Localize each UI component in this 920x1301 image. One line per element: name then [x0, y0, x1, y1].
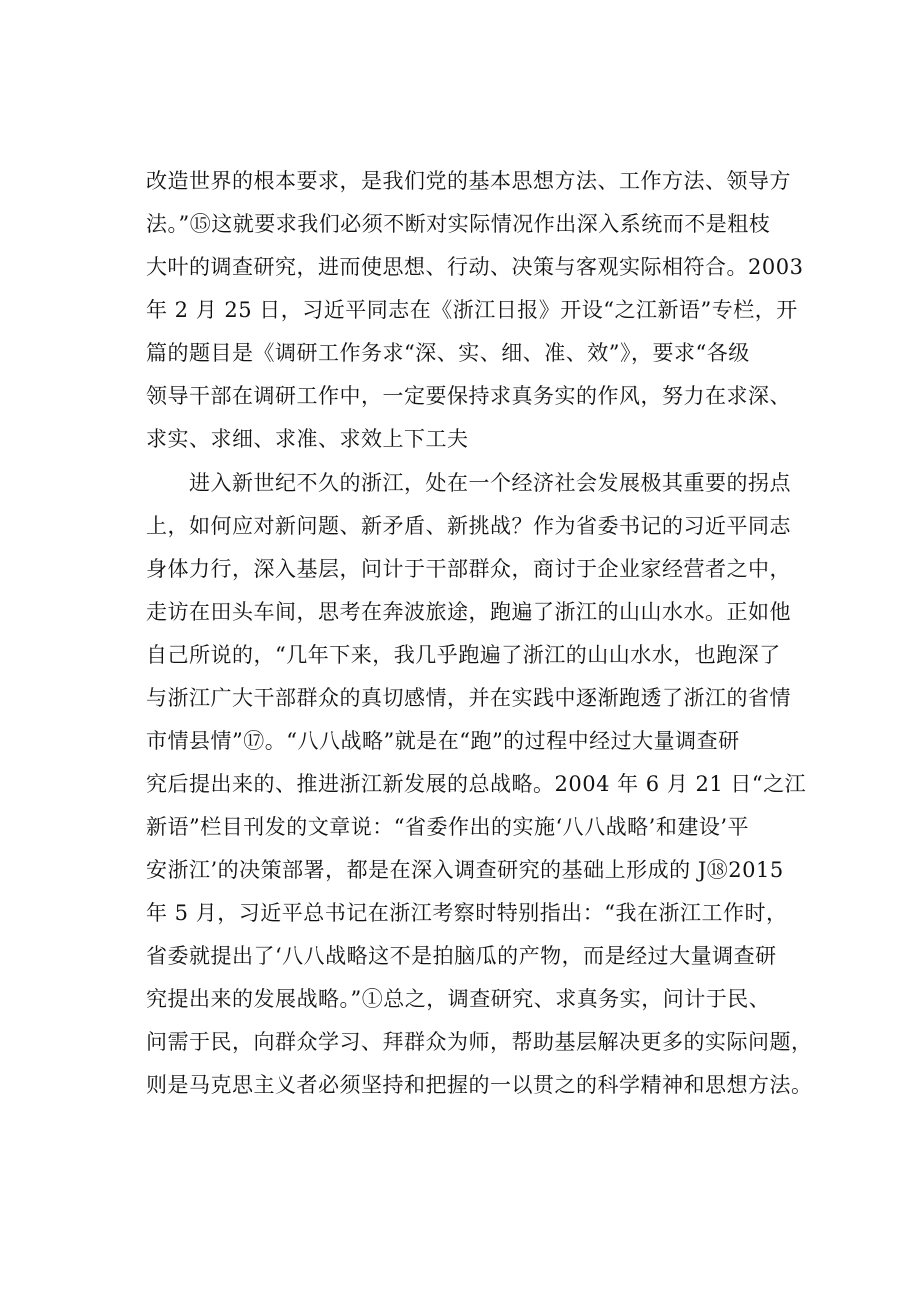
text-line: 自己所说的，“几年下来，我几乎跑遍了浙江的山山水水，也跑深了 — [146, 643, 781, 667]
text-line: 问需于民，向群众学习、拜群众为师，帮助基层解决更多的实际问题， — [146, 1030, 813, 1054]
text-line: 年 2 月 25 日，习近平同志在《浙江日报》开设“之江新语”专栏，开 — [146, 298, 798, 322]
text-line: 省委就提出了‘八八战略这不是拍脑瓜的产物，而是经过大量调查研 — [146, 944, 777, 968]
paragraph-2 — [146, 462, 826, 1107]
text-line: 市情县情”⑰。“八八战略”就是在“跑”的过程中经过大量调查研 — [146, 729, 740, 753]
text-line: 上，如何应对新问题、新矛盾、新挑战？作为省委书记的习近平同志 — [146, 514, 791, 538]
text-line: 大叶的调查研究，进而使思想、行动、决策与客观实际相符合。2003 — [146, 255, 804, 279]
text-line: 身体力行，深入基层，问计于干部群众，商讨于企业家经营者之中， — [146, 557, 791, 581]
text-line: 求实、求细、求准、求效上下工夫 — [146, 427, 469, 451]
text-line: 安浙江’的决策部署，都是在深入调查研究的基础上形成的 J⑱2015 — [146, 858, 784, 882]
text-line: 法。”⑮这就要求我们必须不断对实际情况作出深入系统而不是粗枝 — [146, 212, 771, 236]
text-line: 篇的题目是《调研工作务求“深、实、细、准、效”》，要求“各级 — [146, 341, 750, 365]
text-line: 领导干部在调研工作中，一定要保持求真务实的作风，努力在求深、 — [146, 384, 791, 408]
text-line: 改造世界的根本要求，是我们党的基本思想方法、工作方法、领导方 — [146, 169, 791, 193]
text-line: 究后提出来的、推进浙江新发展的总战略。2004 年 6 月 21 日“之江 — [146, 772, 807, 796]
text-line: 进入新世纪不久的浙江，处在一个经济社会发展极其重要的拐点 — [146, 471, 791, 495]
text-line: 究提出来的发展战略。”①总之，调查研究、求真务实，问计于民、 — [146, 987, 771, 1011]
paragraph-1 — [146, 160, 826, 461]
text-line: 则是马克思主义者必须坚持和把握的一以贯之的科学精神和思想方法。 — [146, 1073, 813, 1097]
text-line: 新语”栏目刊发的文章说：“省委作出的实施‘八八战略’和建设’平 — [146, 815, 749, 839]
text-line: 与浙江广大干部群众的真切感情，并在实践中逐渐跑透了浙江的省情 — [146, 686, 791, 710]
text-line: 走访在田头车间，思考在奔波旅途，跑遍了浙江的山山水水。正如他 — [146, 600, 791, 624]
text-line: 年 5 月，习近平总书记在浙江考察时特别指出：“我在浙江工作时， — [146, 901, 788, 925]
